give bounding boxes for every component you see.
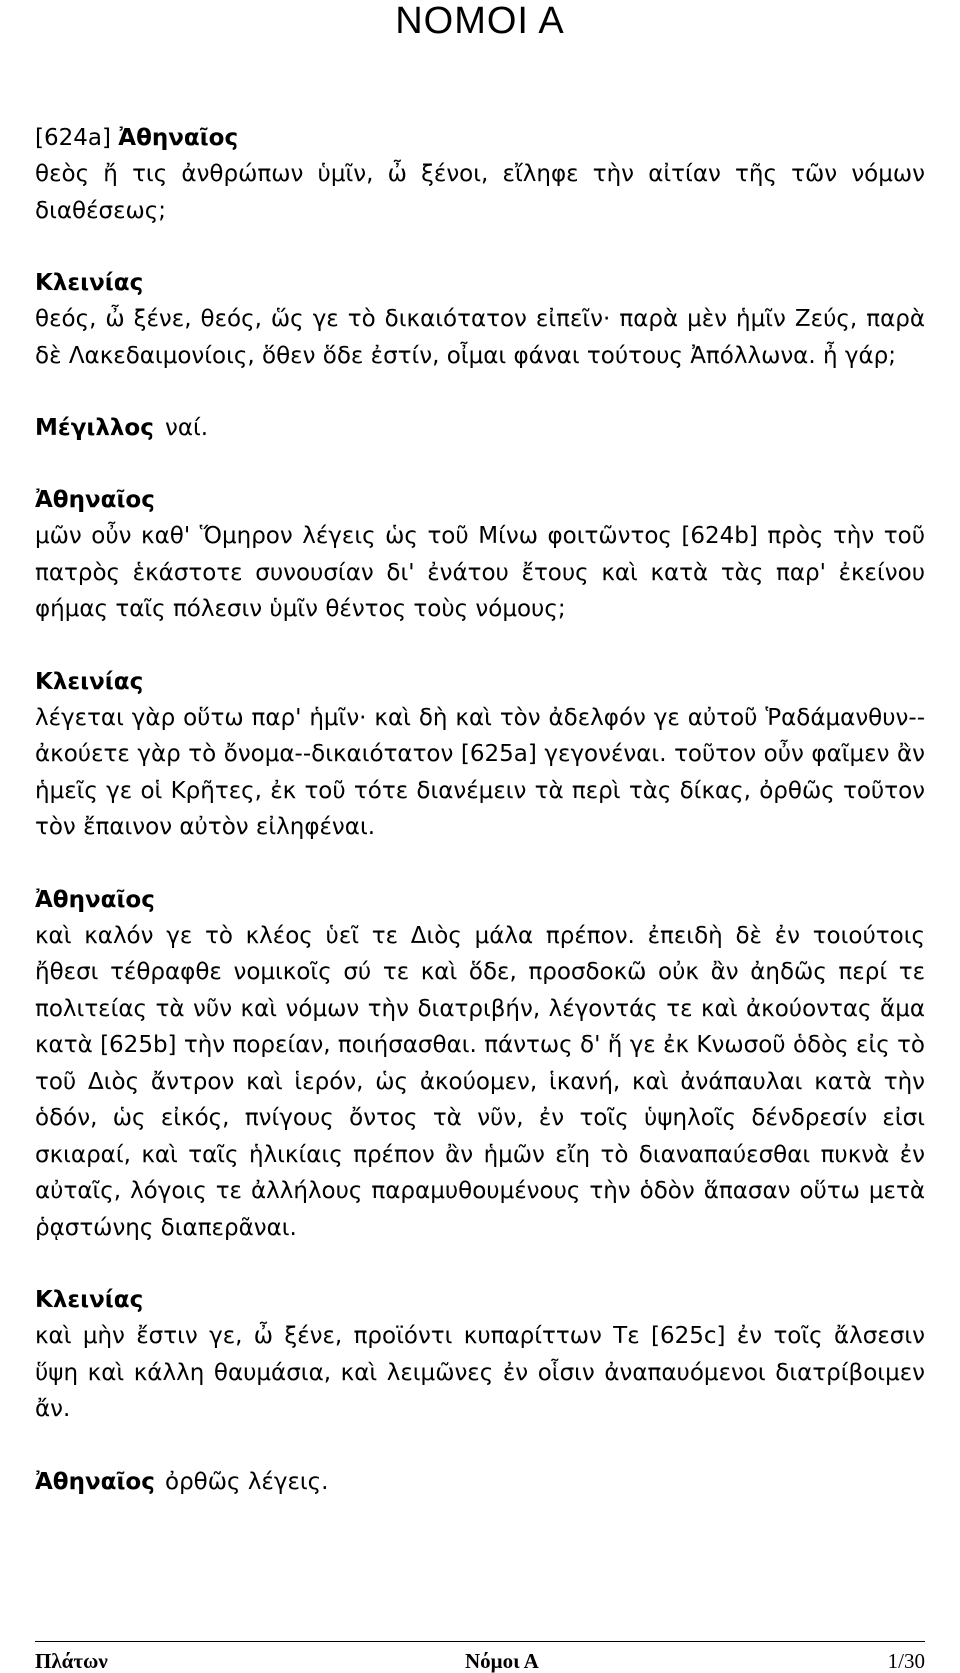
footer-divider: [35, 1641, 925, 1642]
speaker-name: Ἀθηναῖος: [35, 886, 155, 913]
speaker-name: Μέγιλλος: [35, 415, 154, 441]
footer-page-number: 1/30: [887, 1649, 925, 1673]
page-title: ΝΟΜΟΙ Α: [395, 0, 565, 42]
speaker-name: Ἀθηναῖος: [118, 125, 239, 151]
speaker-name: Κλεινίας: [35, 1287, 144, 1313]
speaker-name: Κλεινίας: [35, 270, 144, 296]
speaker-name: Ἀθηναῖος: [35, 487, 155, 513]
dialogue-block: [35, 120, 925, 229]
speech-text: καὶ μὴν ἔστιν γε, ὦ ξένε, προϊόντι κυπαρίττων Τε [625c] ἐν τοῖς ἄλσεσιν ὕψη καὶ κάλλη θαυμάσια, καὶ λειμῶνες ἐν οἷσιν ἀναπαυόμενοι διατρίβοιμεν ἄν.: [35, 1323, 925, 1422]
dialogue-block: [35, 1282, 925, 1428]
dialogue-text: [35, 120, 925, 1536]
speech-text: μῶν οὖν καθ' Ὅμηρον λέγεις ὡς τοῦ Μίνω φοιτῶντος [624b] πρὸς τὴν τοῦ πατρὸς ἑκάστοτε συνουσίαν δι' ἐνάτου ἔτους καὶ κατὰ τὰς παρ' ἐκείνου φήμας ταῖς πόλεσιν ὑμῖν θέντος τοὺς νόμους;: [35, 523, 925, 622]
dialogue-block: [35, 882, 925, 1247]
speech-text: θεός, ὦ ξένε, θεός, ὥς γε τὸ δικαιότατον εἰπεῖν· παρὰ μὲν ἡμῖν Ζεύς, παρὰ δὲ Λακεδαιμονίοις, ὅθεν ὅδε ἐστίν, οἶμαι φάναι τούτους Ἀπόλλωνα. ἦ γάρ;: [35, 306, 925, 369]
dialogue-block: [35, 482, 925, 628]
speech-text: λέγεται γὰρ οὕτω παρ' ἡμῖν· καὶ δὴ καὶ τὸν ἀδελφόν γε αὐτοῦ Ῥαδάμανθυν--ἀκούετε γὰρ τὸ ὄνομα--δικαιότατον [625a] γεγονέναι. τοῦτον οὖν φαῖμεν ἂν ἡμεῖς γε οἱ Κρῆτες, ἐκ τοῦ τότε διανέμειν τὰ περὶ τὰς δίκας, ὀρθῶς τοῦτον τὸν ἔπαινον αὐτὸν εἰληφέναι.: [35, 704, 925, 840]
stephanus-marker: [624a]: [35, 125, 111, 151]
footer-work-title: Νόμοι Α: [465, 1649, 539, 1673]
speaker-line: [35, 120, 925, 156]
dialogue-block: [35, 410, 925, 446]
dialogue-block: [35, 664, 925, 846]
speech-text: ναί.: [165, 415, 209, 441]
speech-text: θεὸς ἤ τις ἀνθρώπων ὑμῖν, ὦ ξένοι, εἴληφε τὴν αἰτίαν τῆς τῶν νόμων διαθέσεως;: [35, 161, 925, 224]
speaker-name: Κλεινίας: [35, 668, 144, 695]
page-footer: [35, 1650, 925, 1672]
speech-text: ὀρθῶς λέγεις.: [165, 1468, 329, 1495]
dialogue-block: [35, 1464, 925, 1500]
speech-text: καὶ καλόν γε τὸ κλέος ὑεῖ τε Διὸς μάλα πρέπον. ἐπειδὴ δὲ ἐν τοιούτοις ἤθεσι τέθραφθε νομικοῖς σύ τε καὶ ὅδε, προσδοκῶ οὐκ ἂν ἀηδῶς περί τε πολιτείας τὰ νῦν καὶ νόμων τὴν διατριβήν, λέγοντάς τε καὶ ἀκούοντας ἅμα κατὰ [625b] τὴν πορείαν, ποιήσασθαι. πάντως δ' ἥ γε ἐκ Κνωσοῦ ὁδὸς εἰς τὸ τοῦ Διὸς ἄντρον καὶ ἱερόν, ὡς ἀκούομεν, ἱκανή, καὶ ἀνάπαυλαι κατὰ τὴν ὁδόν, ὡς εἰκός, πνίγους ὄντος τὰ νῦν, ἐν τοῖς ὑψηλοῖς δένδρεσίν εἰσι σκιαραί, καὶ ταῖς ἡλικίαις πρέπον ἂν ἡμῶν εἴη τὸ διαναπαύεσθαι πυκνὰ ἐν αὐταῖς, λόγοις τε ἀλλήλους παραμυθουμένους τὴν ὁδὸν ἅπασαν οὕτω μετὰ ῥᾳστώνης διαπερᾶναι.: [35, 922, 925, 1241]
dialogue-block: [35, 265, 925, 374]
speaker-name: Ἀθηναῖος: [35, 1468, 155, 1495]
footer-author: Πλάτων: [35, 1649, 108, 1673]
